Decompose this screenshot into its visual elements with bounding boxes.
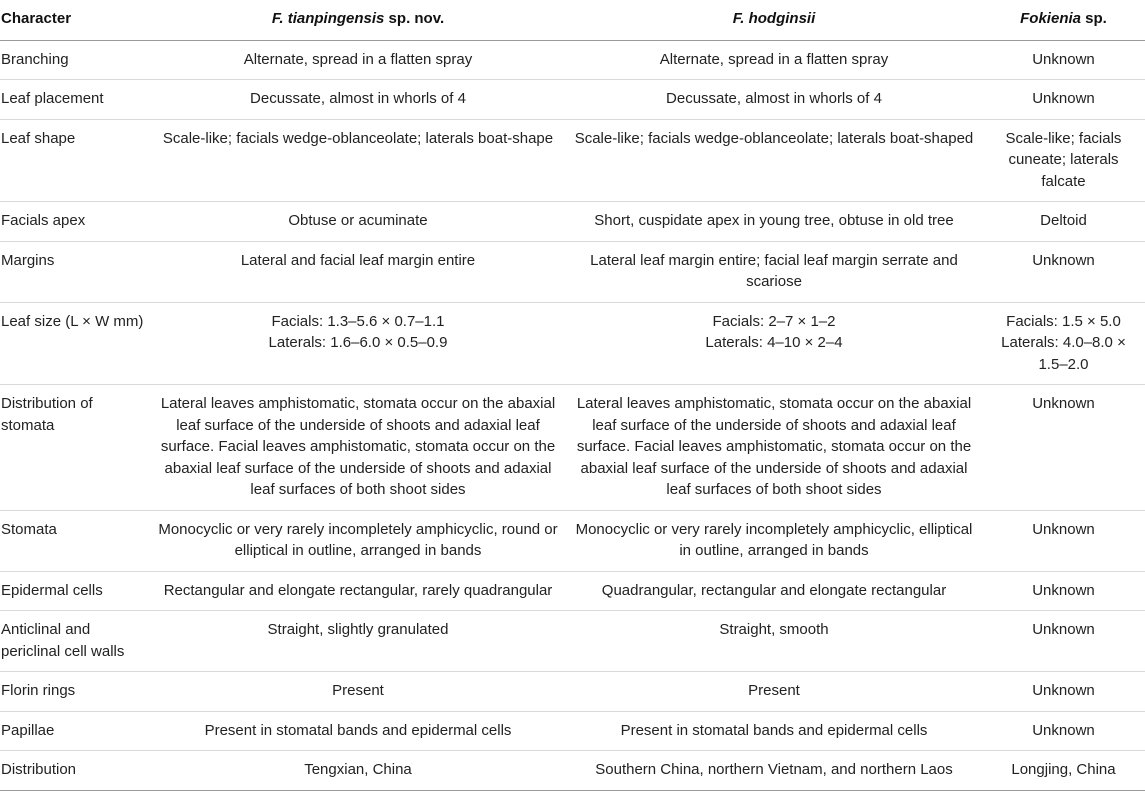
cell-fokienia: Deltoid [982,202,1145,242]
cell-character: Margins [0,241,150,302]
cell-character: Florin rings [0,672,150,712]
cell-hodginsii: Quadrangular, rectangular and elongate rectangular [566,571,982,611]
cell-character: Facials apex [0,202,150,242]
cell-character: Papillae [0,711,150,751]
cell-fokienia: Facials: 1.5 × 5.0 Laterals: 4.0–8.0 × 1.5–2.0 [982,302,1145,385]
cell-tianpingensis: Rectangular and elongate rectangular, rarely quadrangular [150,571,566,611]
table-row [0,385,1145,511]
cell-hodginsii: Facials: 2–7 × 1–2 Laterals: 4–10 × 2–4 [566,302,982,385]
cell-tianpingensis: Alternate, spread in a flatten spray [150,40,566,80]
cell-character: Anticlinal and periclinal cell walls [0,611,150,672]
cell-fokienia: Unknown [982,711,1145,751]
cell-tianpingensis: Decussate, almost in whorls of 4 [150,80,566,120]
header-hodginsii [566,0,982,40]
cell-fokienia: Unknown [982,672,1145,712]
cell-hodginsii: Short, cuspidate apex in young tree, obtuse in old tree [566,202,982,242]
table-row [0,751,1145,791]
table-row [0,80,1145,120]
cell-tianpingensis: Facials: 1.3–5.6 × 0.7–1.1 Laterals: 1.6–6.0 × 0.5–0.9 [150,302,566,385]
cell-fokienia: Scale-like; facials cuneate; laterals falcate [982,119,1145,202]
header-row [0,0,1145,40]
cell-hodginsii: Alternate, spread in a flatten spray [566,40,982,80]
cell-tianpingensis: Lateral and facial leaf margin entire [150,241,566,302]
table-row [0,611,1145,672]
table-row [0,711,1145,751]
table-row [0,571,1145,611]
header-fokienia-genus: Fokienia [1020,10,1081,27]
cell-character: Distribution of stomata [0,385,150,511]
cell-character: Stomata [0,510,150,571]
cell-character: Leaf size (L × W mm) [0,302,150,385]
cell-tianpingensis: Lateral leaves amphistomatic, stomata occur on the abaxial leaf surface of the underside of shoots and adaxial leaf surface. Facial leaves amphistomatic, stomata occur on the abaxial leaf surface of the underside of shoots and adaxial leaf surfaces of both shoot sides [150,385,566,511]
cell-hodginsii: Decussate, almost in whorls of 4 [566,80,982,120]
cell-character: Branching [0,40,150,80]
header-fokienia-suffix: sp. [1081,10,1107,27]
cell-hodginsii: Southern China, northern Vietnam, and northern Laos [566,751,982,791]
table-row [0,202,1145,242]
cell-fokienia: Unknown [982,241,1145,302]
cell-fokienia: Longjing, China [982,751,1145,791]
cell-fokienia: Unknown [982,611,1145,672]
table-row [0,241,1145,302]
cell-character: Epidermal cells [0,571,150,611]
header-tianpingensis [150,0,566,40]
cell-hodginsii: Scale-like; facials wedge-oblanceolate; laterals boat-shaped [566,119,982,202]
table-row [0,302,1145,385]
cell-hodginsii: Lateral leaves amphistomatic, stomata occur on the abaxial leaf surface of the underside of shoots and adaxial leaf surface. Facial leaves amphistomatic, stomata occur on the abaxial leaf surface of the underside of shoots and adaxial leaf surfaces of both shoot sides [566,385,982,511]
table-body [0,40,1145,790]
cell-character: Leaf shape [0,119,150,202]
cell-hodginsii: Straight, smooth [566,611,982,672]
header-character: Character [0,0,150,40]
cell-tianpingensis: Monocyclic or very rarely incompletely amphicyclic, round or elliptical in outline, arranged in bands [150,510,566,571]
cell-fokienia: Unknown [982,385,1145,511]
header-tianpingensis-species: F. tianpingensis [271,10,385,27]
cell-tianpingensis: Scale-like; facials wedge-oblanceolate; laterals boat-shape [150,119,566,202]
table-row [0,510,1145,571]
header-tianpingensis-suffix: sp. nov. [384,10,445,27]
cell-tianpingensis: Present [150,672,566,712]
cell-hodginsii: Monocyclic or very rarely incompletely amphicyclic, elliptical in outline, arranged in bands [566,510,982,571]
cell-fokienia: Unknown [982,510,1145,571]
cell-tianpingensis: Straight, slightly granulated [150,611,566,672]
table-row [0,40,1145,80]
cell-character: Leaf placement [0,80,150,120]
cell-tianpingensis: Obtuse or acuminate [150,202,566,242]
cell-character: Distribution [0,751,150,791]
header-hodginsii-species: F. hodginsii [732,10,816,27]
cell-hodginsii: Present in stomatal bands and epidermal cells [566,711,982,751]
cell-hodginsii: Present [566,672,982,712]
cell-fokienia: Unknown [982,80,1145,120]
table-row [0,119,1145,202]
header-fokienia [982,0,1145,40]
cell-tianpingensis: Tengxian, China [150,751,566,791]
cell-hodginsii: Lateral leaf margin entire; facial leaf margin serrate and scariose [566,241,982,302]
cell-fokienia: Unknown [982,571,1145,611]
table-row [0,672,1145,712]
cell-fokienia: Unknown [982,40,1145,80]
cell-tianpingensis: Present in stomatal bands and epidermal cells [150,711,566,751]
